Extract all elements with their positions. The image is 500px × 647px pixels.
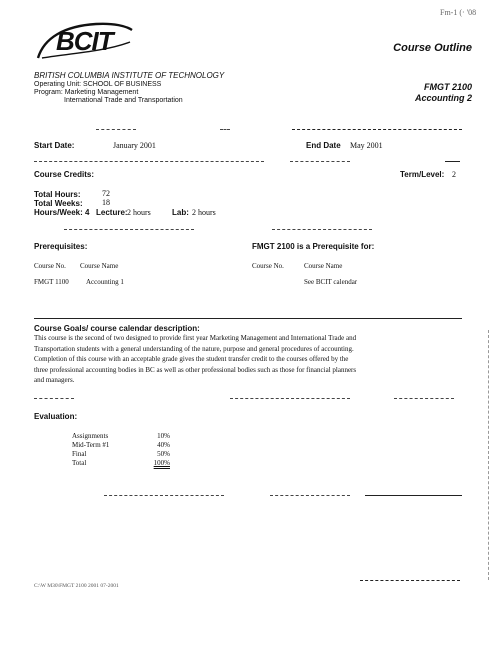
end-date-value: May 2001 xyxy=(350,141,383,150)
lecture-label: Lecture: xyxy=(96,208,128,217)
top-right-mark: Fm-1 (· '08 xyxy=(440,8,477,17)
separator xyxy=(34,318,462,319)
term-level-value: 2 xyxy=(452,170,456,179)
separator xyxy=(104,495,224,496)
bcit-logo-text: BCIT xyxy=(56,26,113,56)
postreq-col-course-no: Course No. xyxy=(252,262,284,270)
separator xyxy=(220,129,230,130)
start-date-value: January 2001 xyxy=(113,141,156,150)
scan-edge-mark xyxy=(488,330,490,580)
total-hours-label: Total Hours: xyxy=(34,190,81,199)
prereq-col-course-name: Course Name xyxy=(80,262,119,270)
eval-item: Mid-Term #1 xyxy=(72,441,110,449)
program-name: Program: Marketing Management xyxy=(34,89,139,96)
lab-value: 2 hours xyxy=(192,208,216,217)
hours-week-label: Hours/Week: 4 xyxy=(34,208,90,217)
prereq-col-course-no: Course No. xyxy=(34,262,66,270)
separator xyxy=(64,229,194,230)
separator xyxy=(292,129,462,130)
bcit-logo xyxy=(34,18,134,62)
total-weeks-label: Total Weeks: xyxy=(34,199,83,208)
eval-value: 50% xyxy=(157,450,170,458)
lecture-value: 2 hours xyxy=(127,208,151,217)
institute-name: BRITISH COLUMBIA INSTITUTE OF TECHNOLOGY xyxy=(34,71,225,80)
operating-unit: Operating Unit: SCHOOL OF BUSINESS xyxy=(34,81,162,88)
eval-value-total: 100% xyxy=(153,459,170,467)
eval-value: 40% xyxy=(157,441,170,449)
goals-line: This course is the second of two designed to provide first year Marketing Management and International Trade and xyxy=(34,334,357,342)
is-prerequisite-label: FMGT 2100 is a Prerequisite for: xyxy=(252,242,375,251)
separator xyxy=(34,398,74,399)
separator xyxy=(34,161,264,162)
goals-line: three professional accounting bodies in BC as well as other professional bodies such as those for financial planners xyxy=(34,365,357,374)
goals-line: Completion of this course with an acceptable grade gives the student transfer credit to the courses offered by the xyxy=(34,355,349,363)
eval-value: 10% xyxy=(157,432,170,440)
goals-line: and managers. xyxy=(34,376,75,384)
separator xyxy=(445,161,460,162)
evaluation-heading: Evaluation: xyxy=(34,412,78,421)
separator xyxy=(272,229,372,230)
eval-item: Assignments xyxy=(72,432,109,440)
postreq-course-name: See BCIT calendar xyxy=(304,278,358,286)
course-code: FMGT 2100 xyxy=(423,82,472,92)
prerequisites-label: Prerequisites: xyxy=(34,242,88,251)
doc-title: Course Outline xyxy=(393,42,472,54)
separator xyxy=(365,495,462,496)
footer-code: C:\W M30\FMGT 2100 2001 07-2001 xyxy=(34,583,119,589)
course-name: Accounting 2 xyxy=(414,93,472,103)
postreq-col-course-name: Course Name xyxy=(304,262,343,270)
footer-separator xyxy=(360,580,460,581)
end-date-label: End Date xyxy=(306,141,341,150)
separator xyxy=(230,398,350,399)
course-goals-heading: Course Goals/ course calendar description: xyxy=(34,324,200,333)
program-option: International Trade and Transportation xyxy=(64,97,183,104)
prereq-course-no: FMGT 1100 xyxy=(34,278,69,286)
separator xyxy=(270,495,350,496)
separator xyxy=(290,161,350,162)
eval-item: Total xyxy=(72,459,87,467)
separator xyxy=(96,129,136,130)
course-goals-text xyxy=(34,333,474,386)
prereq-course-name: Accounting 1 xyxy=(86,278,124,286)
start-date-label: Start Date: xyxy=(34,141,75,150)
course-credits-label: Course Credits: xyxy=(34,170,95,179)
lab-label: Lab: xyxy=(172,208,189,217)
total-hours-value: 72 xyxy=(102,189,110,198)
term-level-label: Term/Level: xyxy=(400,170,445,179)
separator xyxy=(394,398,454,399)
total-weeks-value: 18 xyxy=(102,198,110,207)
eval-item: Final xyxy=(72,450,87,458)
goals-line: Transportation students with a general understanding of the nature, purpose and general procedures of accounting. xyxy=(34,344,354,353)
